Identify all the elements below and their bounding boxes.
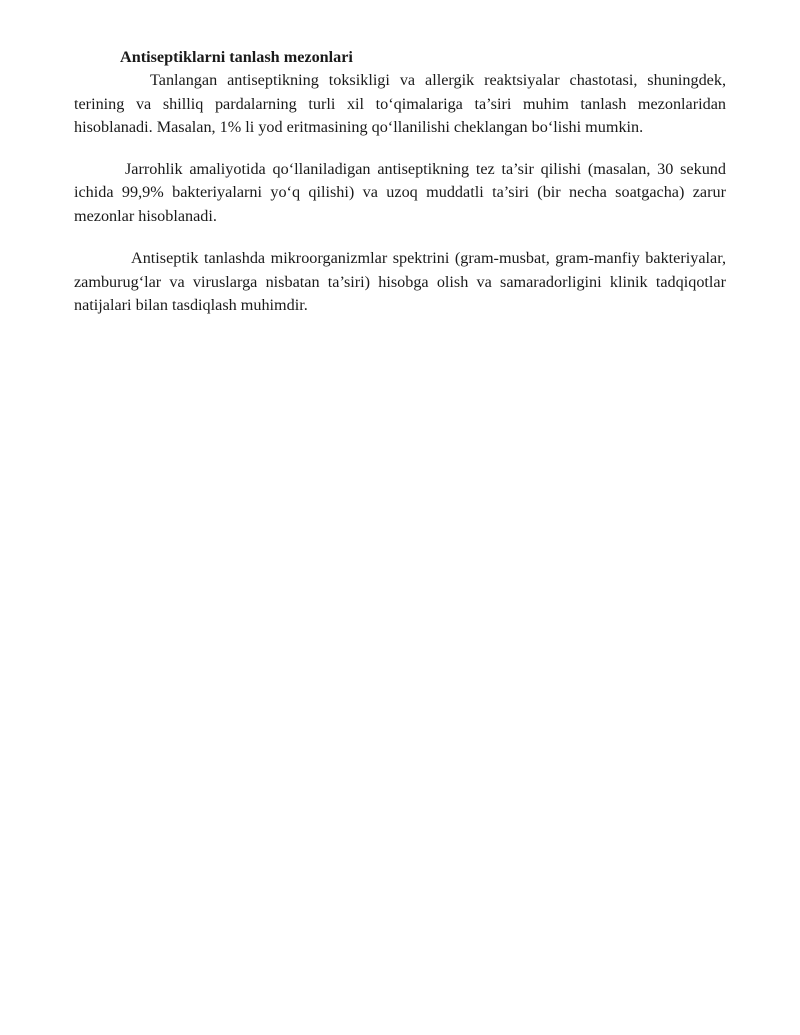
- paragraph-toxicity-criteria: Tanlangan antiseptikning toksikligi va allergik reaktsiyalar chastotasi, shuningdek, terining va shilliq pardalarning turli xil to‘qimalariga ta’siri muhim tanlash mezonlaridan hisoblanadi. Masalan, 1% li yod eritmasining qo‘llanilishi cheklangan bo‘lishi mumkin.: [74, 71, 726, 136]
- paragraph-surgical-criteria: Jarrohlik amaliyotida qo‘llaniladigan antiseptikning tez ta’sir qilishi (masalan, 30 sekund ichida 99,9% bakteriyalarni yo‘q qilishi) va uzoq muddatli ta’siri (bir necha soatgacha) zarur mezonlar hisoblanadi.: [74, 159, 726, 225]
- paragraph-spectrum-criteria: Antiseptik tanlashda mikroorganizmlar spektrini (gram-musbat, gram-manfiy bakteriyalar, zamburug‘lar va viruslarga nisbatan ta’siri) hisobga olish va samaradorligini klinik tadqiqotlar natijalari bilan tasdiqlash muhimdir.: [74, 249, 726, 314]
- section-heading: Antiseptiklarni tanlash mezonlari: [120, 48, 353, 66]
- document-body: [74, 46, 726, 318]
